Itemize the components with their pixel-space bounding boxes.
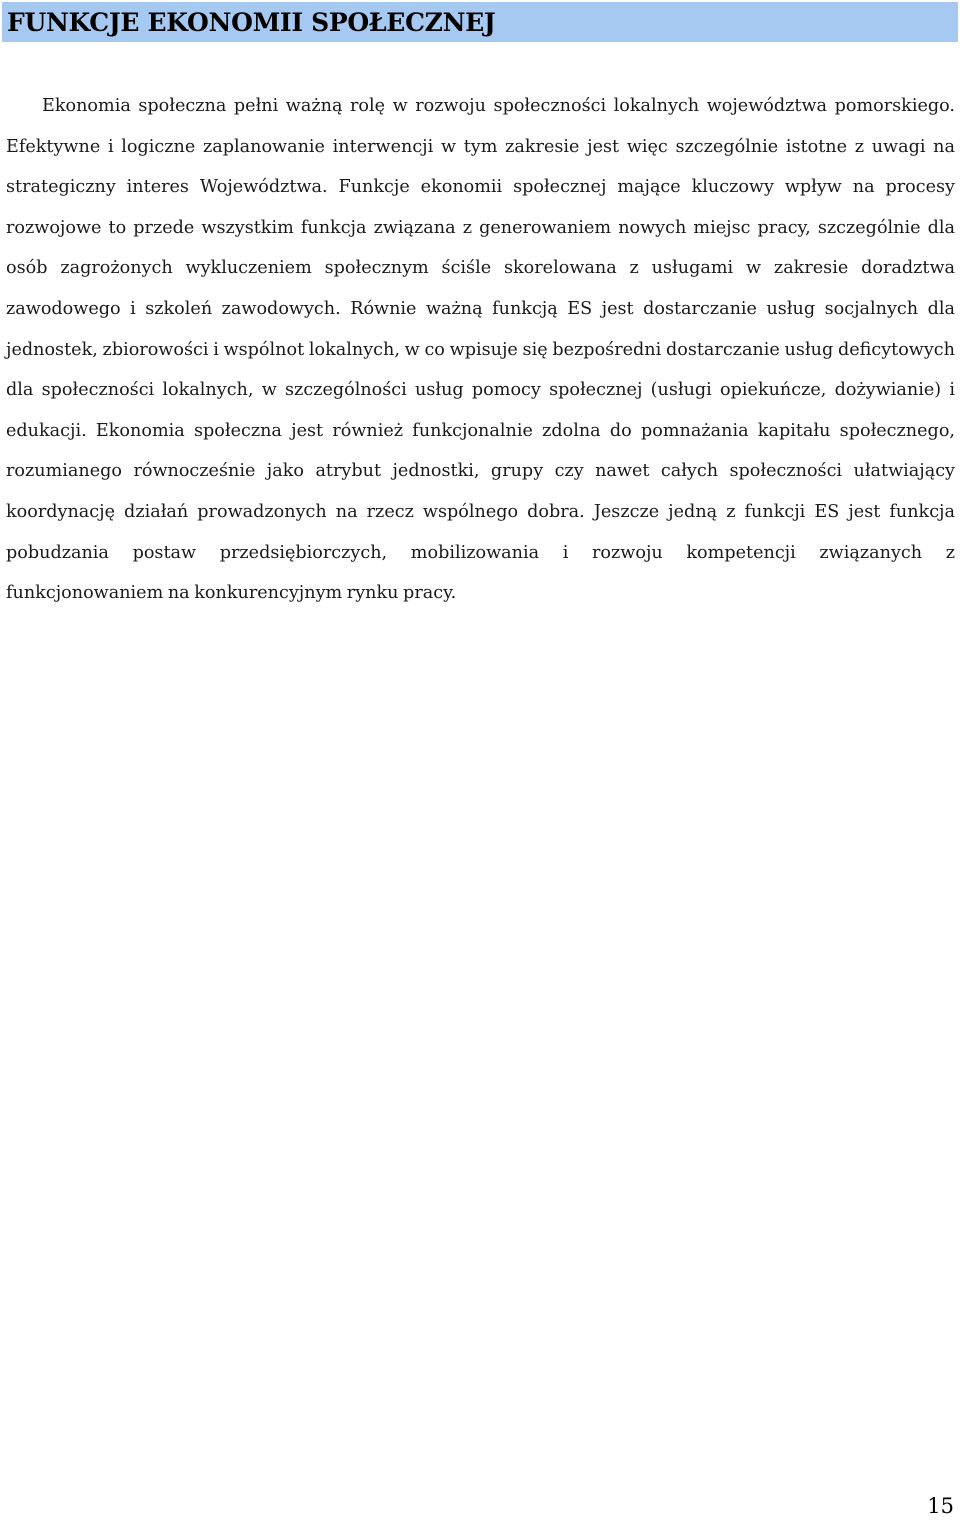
section-title: FUNKCJE EKONOMII SPOŁECZNEJ xyxy=(7,8,496,37)
body-paragraph: Ekonomia społeczna pełni ważną rolę w rozwoju społeczności lokalnych województwa pomorskiego. Efektywne i logiczne zaplanowanie interwencji w tym zakresie jest więc szczególnie istotne z uwagi na strategiczny interes Województwa. Funkcje ekonomii społecznej mające kluczowy wpływ na procesy rozwojowe to przede wszystkim funkcja związana z generowaniem nowych miejsc pracy, szczególnie dla osób zagrożonych wykluczeniem społecznym ściśle skorelowana z usługami w zakresie doradztwa zawodowego i szkoleń zawodowych. Równie ważną funkcją ES jest dostarczanie usług socjalnych dla jednostek, zbiorowości i wspólnot lokalnych, w co wpisuje się bezpośredni dostarczanie usług deficytowych dla społeczności lokalnych, w szczególności usług pomocy społecznej (usługi opiekuńcze, dożywianie) i edukacji. Ekonomia społeczna jest również funkcjonalnie zdolna do pomnażania kapitału społecznego, rozumianego równocześnie jako atrybut jednostki, grupy czy nawet całych społeczności ułatwiający koordynację działań prowadzonych na rzecz wspólnego dobra. Jeszcze jedną z funkcji ES jest funkcja pobudzania postaw przedsiębiorczych, mobilizowania i rozwoju kompetencji związanych z funkcjonowaniem na konkurencyjnym rynku pracy. xyxy=(6,96,955,604)
section-heading-bar xyxy=(2,2,958,42)
page-number: 15 xyxy=(927,1494,954,1518)
